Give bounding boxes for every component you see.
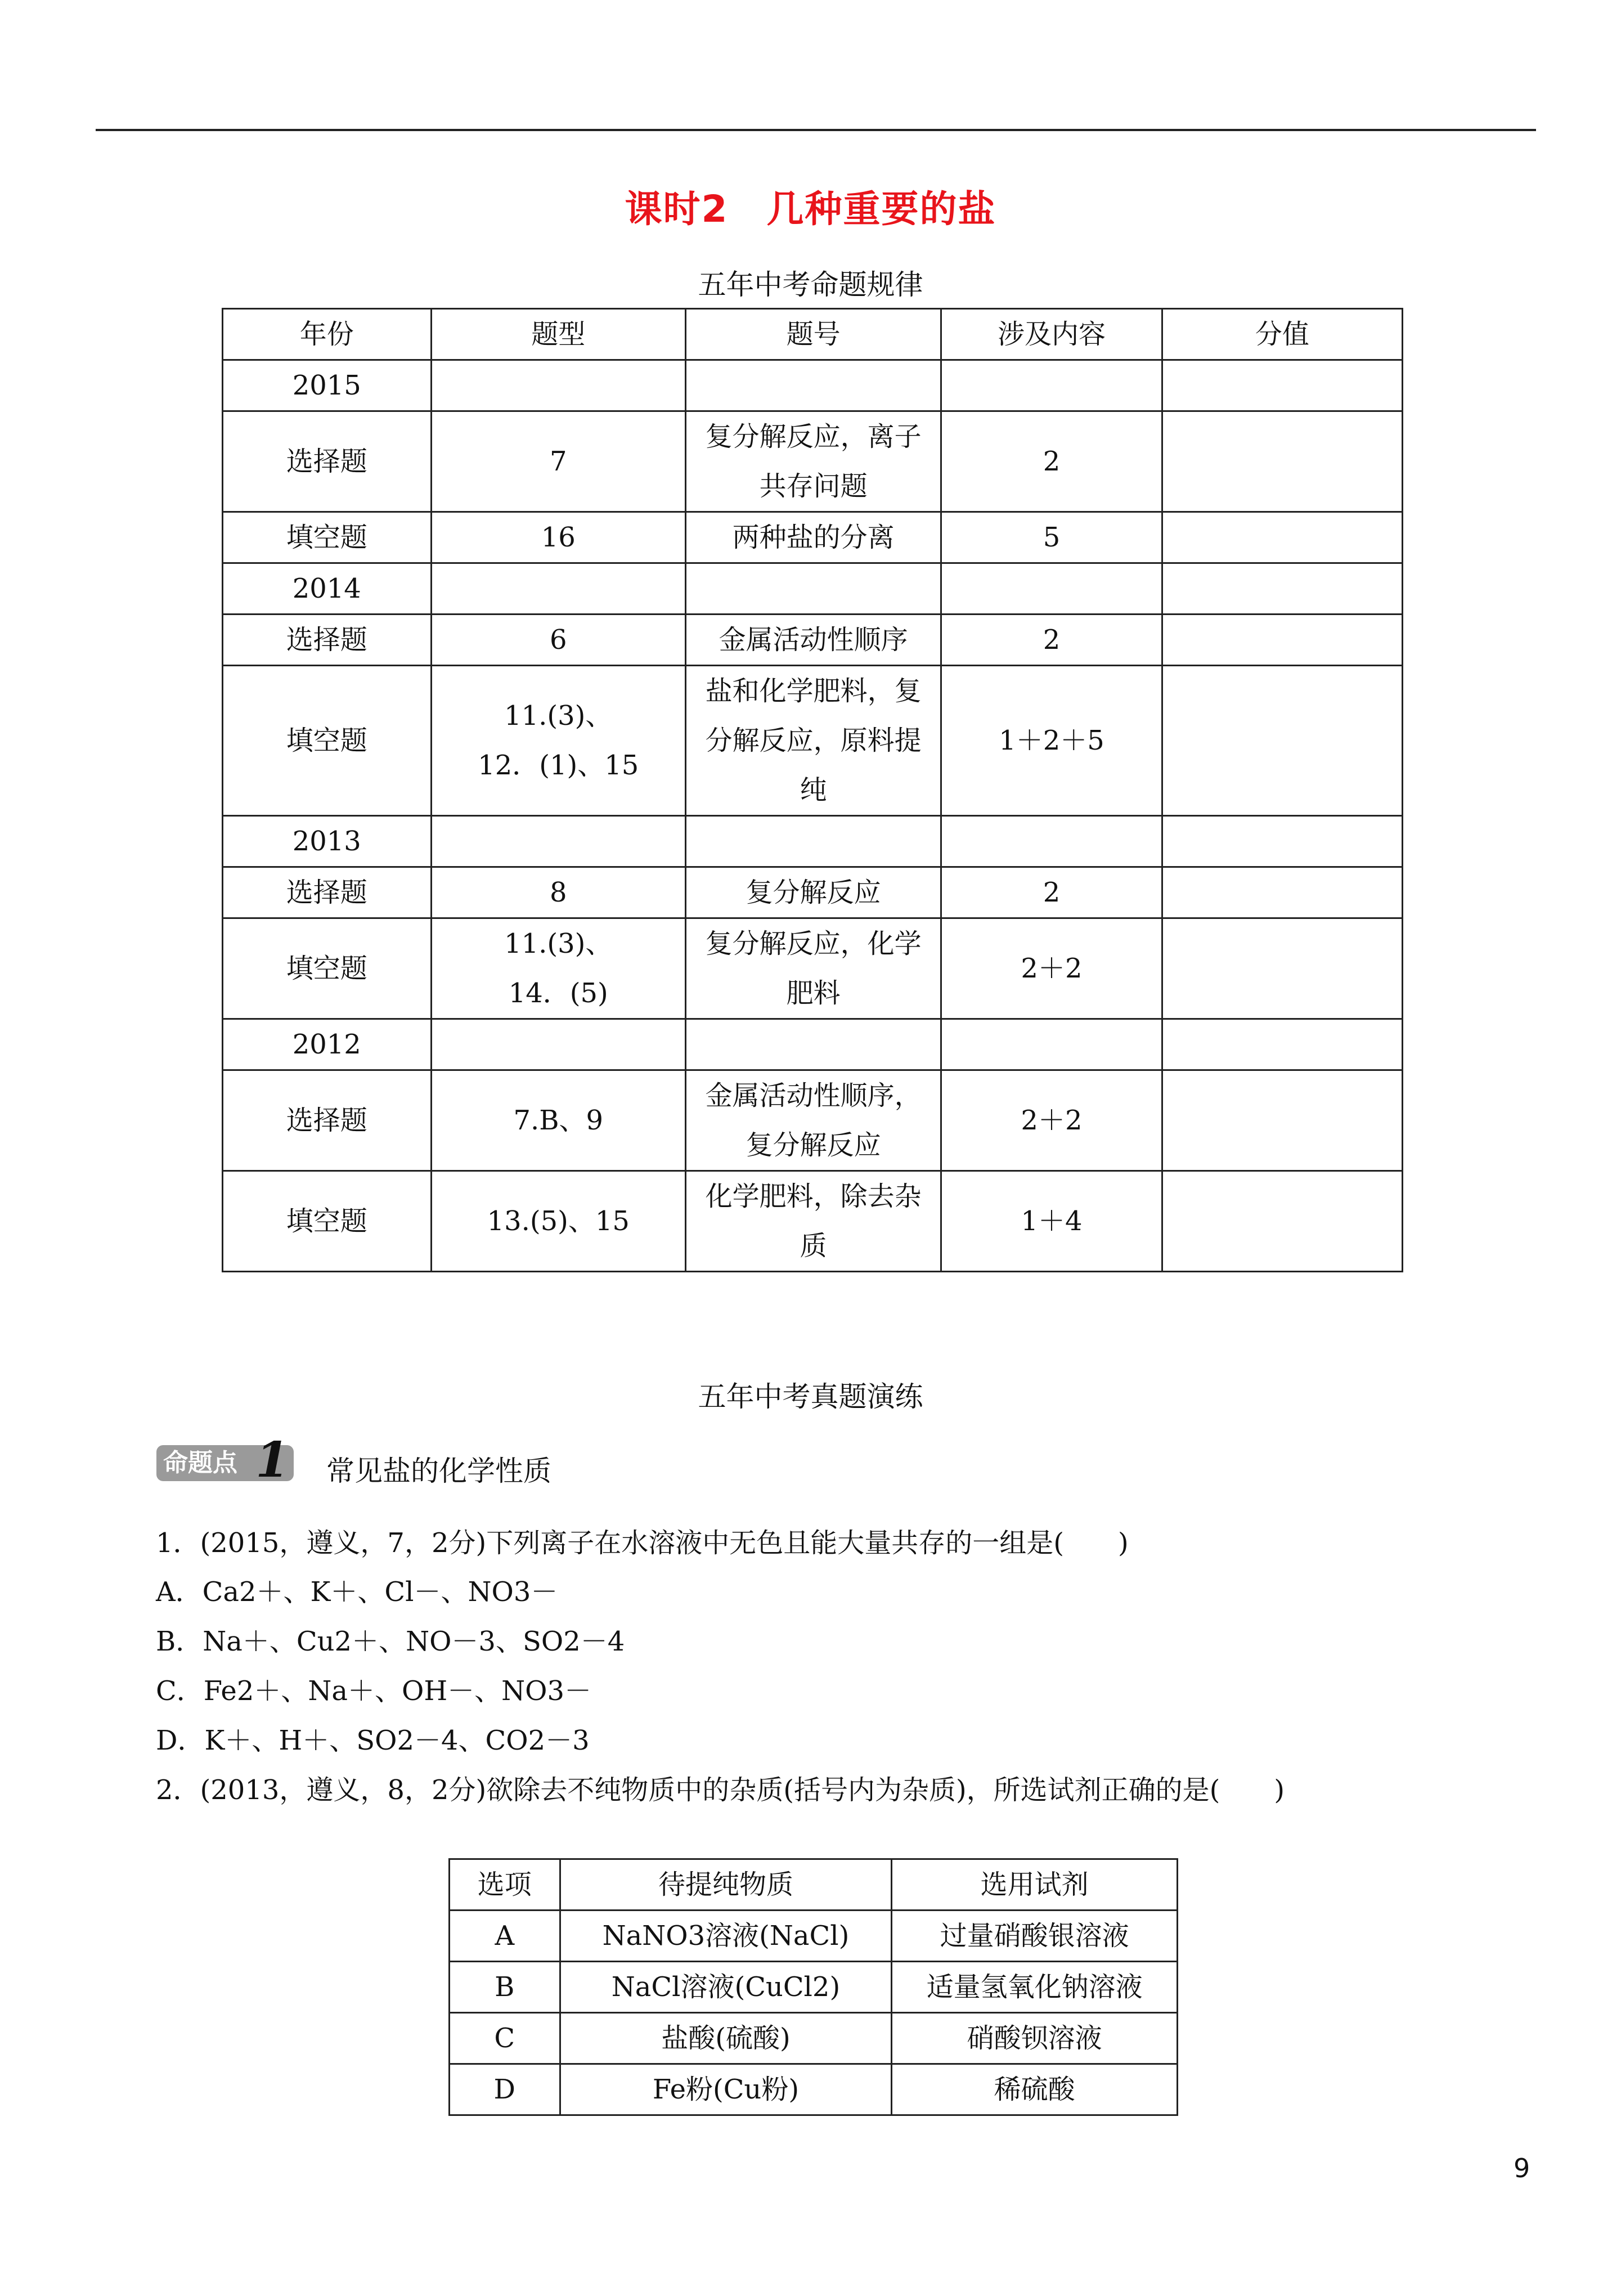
table-cell — [685, 563, 941, 615]
header-option: 选项 — [450, 1859, 560, 1911]
table-cell: 选择题 — [223, 867, 432, 918]
table-row — [450, 2064, 1178, 2115]
table-cell — [1162, 563, 1402, 615]
question-line: 2．(2013，遵义，8，2分)欲除去不纯物质中的杂质(括号内为杂质)，所选试剂正确的是( ) — [156, 1774, 1285, 1806]
table-cell: 2＋2 — [941, 1070, 1162, 1171]
table-cell: 复分解反应，离子 共存问题 — [685, 411, 941, 512]
table-cell — [685, 360, 941, 411]
table-cell: 2014 — [223, 563, 432, 615]
table-cell: 选择题 — [223, 1070, 432, 1171]
table-cell: 填空题 — [223, 1171, 432, 1272]
table-cell: 选择题 — [223, 615, 432, 666]
table-cell — [431, 563, 685, 615]
table-cell — [941, 360, 1162, 411]
table-cell — [685, 1019, 941, 1070]
table-cell — [1162, 918, 1402, 1019]
table-cell: 稀硫酸 — [892, 2064, 1178, 2115]
topic-badge-label: 命题点 — [163, 1449, 237, 1477]
table-cell: 7 — [431, 411, 685, 512]
table-cell — [1162, 1019, 1402, 1070]
page-number: 9 — [1514, 2153, 1530, 2183]
table-cell: 2 — [941, 867, 1162, 918]
table-cell: 2012 — [223, 1019, 432, 1070]
table-cell: 2015 — [223, 360, 432, 411]
table-row — [450, 2013, 1178, 2064]
header-year: 年份 — [223, 309, 432, 360]
table-cell: 硝酸钡溶液 — [892, 2013, 1178, 2064]
table-row — [223, 1171, 1403, 1272]
table-cell — [1162, 1171, 1402, 1272]
table-row — [223, 1070, 1403, 1171]
table-cell: 7.B、9 — [431, 1070, 685, 1171]
table-cell — [1162, 512, 1402, 563]
question-line: C．Fe2＋、Na＋、OH－、NO3－ — [156, 1675, 592, 1707]
table-cell: 化学肥料，除去杂 质 — [685, 1171, 941, 1272]
table-cell: 8 — [431, 867, 685, 918]
table-cell: 填空题 — [223, 918, 432, 1019]
table-row — [450, 1962, 1178, 2013]
table-cell: 13.(5)、15 — [431, 1171, 685, 1272]
table2-header-row — [450, 1859, 1178, 1911]
table-cell: 11.(3)、 14．(5) — [431, 918, 685, 1019]
table-cell — [1162, 615, 1402, 666]
topic-badge-number: 1 — [255, 1432, 289, 1488]
table-cell: 填空题 — [223, 512, 432, 563]
table-row — [223, 918, 1403, 1019]
table-row — [223, 816, 1403, 867]
table-cell — [941, 563, 1162, 615]
table-row — [223, 1019, 1403, 1070]
table-row — [223, 512, 1403, 563]
header-type: 题型 — [431, 309, 685, 360]
table-cell: 盐和化学肥料，复 分解反应，原料提 纯 — [685, 666, 941, 816]
table-cell — [431, 816, 685, 867]
question-line: 1．(2015，遵义，7，2分)下列离子在水溶液中无色且能大量共存的一组是( ) — [156, 1527, 1129, 1559]
table-row — [223, 563, 1403, 615]
question-line: A．Ca2＋、K＋、Cl－、NO3－ — [156, 1576, 558, 1608]
question-line: B．Na＋、Cu2＋、NO－3、SO2－4 — [156, 1626, 625, 1657]
header-content: 涉及内容 — [941, 309, 1162, 360]
table-cell: 复分解反应，化学 肥料 — [685, 918, 941, 1019]
table-cell — [941, 1019, 1162, 1070]
section-title: 五年中考真题演练 — [698, 1380, 923, 1413]
table-row — [223, 411, 1403, 512]
table-cell: NaCl溶液(CuCl2) — [560, 1962, 892, 2013]
table-cell — [1162, 411, 1402, 512]
table-cell: 金属活动性顺序， 复分解反应 — [685, 1070, 941, 1171]
topic-badge — [156, 1432, 294, 1488]
table-cell — [1162, 867, 1402, 918]
table-cell: 5 — [941, 512, 1162, 563]
table-row — [223, 360, 1403, 411]
table-cell: 16 — [431, 512, 685, 563]
table-row — [223, 615, 1403, 666]
header-score: 分值 — [1162, 309, 1402, 360]
table-cell: Fe粉(Cu粉) — [560, 2064, 892, 2115]
table-row — [450, 1911, 1178, 1962]
table-cell — [431, 360, 685, 411]
table-cell: 盐酸(硫酸) — [560, 2013, 892, 2064]
table-cell: 11.(3)、 12．(1)、15 — [431, 666, 685, 816]
table-cell: 2＋2 — [941, 918, 1162, 1019]
table-cell: 选择题 — [223, 411, 432, 512]
table-cell: 两种盐的分离 — [685, 512, 941, 563]
table-row — [223, 666, 1403, 816]
table-cell — [685, 816, 941, 867]
exam-pattern-table — [222, 308, 1403, 1272]
table-cell — [431, 1019, 685, 1070]
table-cell: 金属活动性顺序 — [685, 615, 941, 666]
table-cell: D — [450, 2064, 560, 2115]
table-cell — [1162, 666, 1402, 816]
table-cell — [941, 816, 1162, 867]
table1-header-row — [223, 309, 1403, 360]
topic-title: 常见盐的化学性质 — [326, 1455, 551, 1487]
table-cell — [1162, 1070, 1402, 1171]
table-cell: A — [450, 1911, 560, 1962]
table-cell: 1＋2＋5 — [941, 666, 1162, 816]
purification-table — [448, 1858, 1178, 2116]
header-substance: 待提纯物质 — [560, 1859, 892, 1911]
table-cell: 2 — [941, 615, 1162, 666]
question-line: D．K＋、H＋、SO2－4、CO2－3 — [156, 1725, 590, 1756]
table-cell: 适量氢氧化钠溶液 — [892, 1962, 1178, 2013]
table-cell: NaNO3溶液(NaCl) — [560, 1911, 892, 1962]
table-cell: C — [450, 2013, 560, 2064]
table-cell: 填空题 — [223, 666, 432, 816]
table-cell — [1162, 360, 1402, 411]
table-row — [223, 867, 1403, 918]
table-cell: 过量硝酸银溶液 — [892, 1911, 1178, 1962]
page-title: 课时2 几种重要的盐 — [625, 187, 996, 231]
table-cell: 6 — [431, 615, 685, 666]
table-cell: 2 — [941, 411, 1162, 512]
table-cell: 复分解反应 — [685, 867, 941, 918]
header-number: 题号 — [685, 309, 941, 360]
table-cell: 1＋4 — [941, 1171, 1162, 1272]
table-cell — [1162, 816, 1402, 867]
table-cell: 2013 — [223, 816, 432, 867]
header-rule — [96, 129, 1536, 131]
table-cell: B — [450, 1962, 560, 2013]
table1-caption: 五年中考命题规律 — [698, 268, 923, 301]
header-reagent: 选用试剂 — [892, 1859, 1178, 1911]
